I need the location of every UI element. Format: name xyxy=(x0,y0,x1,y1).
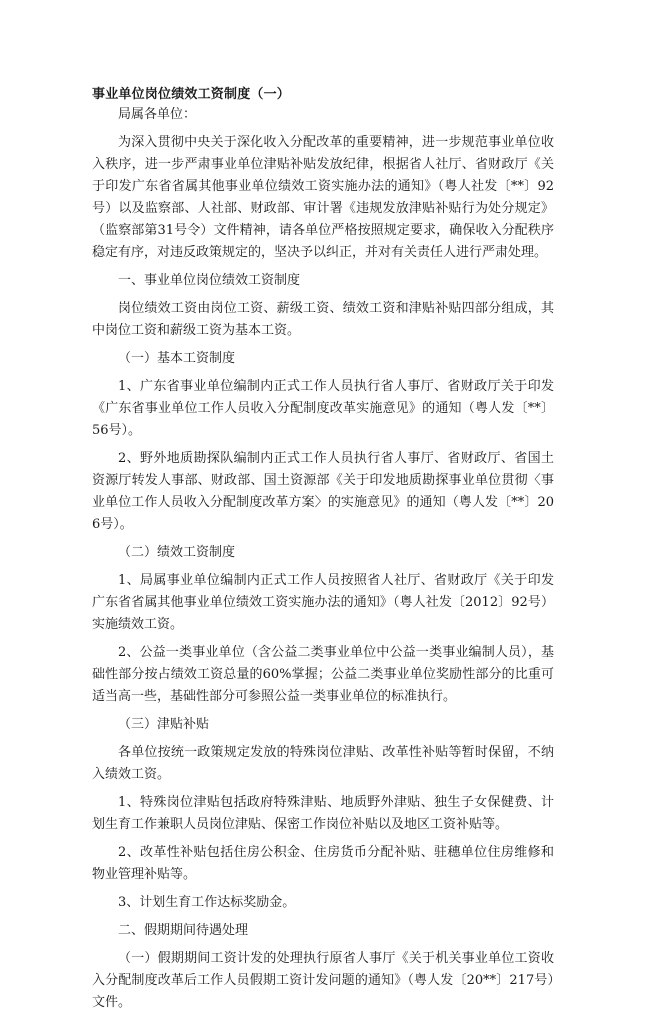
paragraph: 1、局属事业单位编制内正式工作人员按照省人社厅、省财政厅《关于印发广东省省属其他事业单位绩效工资实施办法的通知》（粤人社发〔2012〕92号）实施绩效工资。 xyxy=(92,573,554,632)
document-title: 事业单位岗位绩效工资制度（一） xyxy=(92,87,291,102)
paragraph: （一）假期期间工资计发的处理执行原省人事厅《关于机关事业单位工资收入分配制度改革后工作人员假期工资计发问题的通知》（粤人发〔20**〕217号）文件。 xyxy=(92,951,554,1010)
subsection-heading-1: （一）基本工资制度 xyxy=(118,351,236,366)
paragraph: 2、野外地质勘探队编制内正式工作人员执行省人事厅、省财政厅、省国土资源厅转发人事部、财政部、国土资源部《关于印发地质勘探事业单位贯彻〈事业单位工作人员收入分配制度改革方案〉的实施意见》的通知（粤人发〔**〕206号）。 xyxy=(92,451,554,532)
paragraph: 2、公益一类事业单位（含公益二类事业单位中公益一类事业编制人员），基础性部分按占绩效工资总量的60%掌握；公益二类事业单位奖励性部分的比重可适当高一些，基础性部分可参照公益一类事业单位的标准执行。 xyxy=(92,645,554,704)
paragraph: 各单位按统一政策规定发放的特殊岗位津贴、改革性补贴等暂时保留，不纳入绩效工资。 xyxy=(92,745,554,782)
document-body xyxy=(92,104,554,1020)
paragraph: 1、广东省事业单位编制内正式工作人员执行省人事厅、省财政厅关于印发《广东省事业单位工作人员收入分配制度改革实施意见》的通知（粤人发〔**〕56号）。 xyxy=(92,379,554,438)
salutation: 局属各单位： xyxy=(118,107,197,122)
subsection-heading-2: （二）绩效工资制度 xyxy=(118,545,236,560)
intro-paragraph: 为深入贯彻中央关于深化收入分配改革的重要精神，进一步规范事业单位收入秩序，进一步严肃事业单位津贴补贴发放纪律，根据省人社厅、省财政厅《关于印发广东省省属其他事业单位绩效工资实施办法的通知》（粤人社发〔**〕92号）以及监察部、人社部、财政部、审计署《违规发放津贴补贴行为处分规定》（监察部第31号令）文件精神，请各单位严格按照规定要求，确保收入分配秩序稳定有序，对违反政策规定的，坚决予以纠正，并对有关责任人进行严肃处理。 xyxy=(92,135,554,260)
section-heading-2: 二、假期期间待遇处理 xyxy=(118,923,249,938)
subsection-heading-3: （三）津贴补贴 xyxy=(118,717,210,732)
paragraph: 2、改革性补贴包括住房公积金、住房货币分配补贴、驻穗单位住房维修和物业管理补贴等。 xyxy=(92,845,554,882)
paragraph: 1、特殊岗位津贴包括政府特殊津贴、地质野外津贴、独生子女保健费、计划生育工作兼职人员岗位津贴、保密工作岗位补贴以及地区工资补贴等。 xyxy=(92,795,554,832)
paragraph: 3、计划生育工作达标奖励金。 xyxy=(118,895,296,910)
paragraph: 岗位绩效工资由岗位工资、薪级工资、绩效工资和津贴补贴四部分组成，其中岗位工资和薪级工资为基本工资。 xyxy=(92,301,554,338)
section-heading-1: 一、事业单位岗位绩效工资制度 xyxy=(118,273,301,288)
